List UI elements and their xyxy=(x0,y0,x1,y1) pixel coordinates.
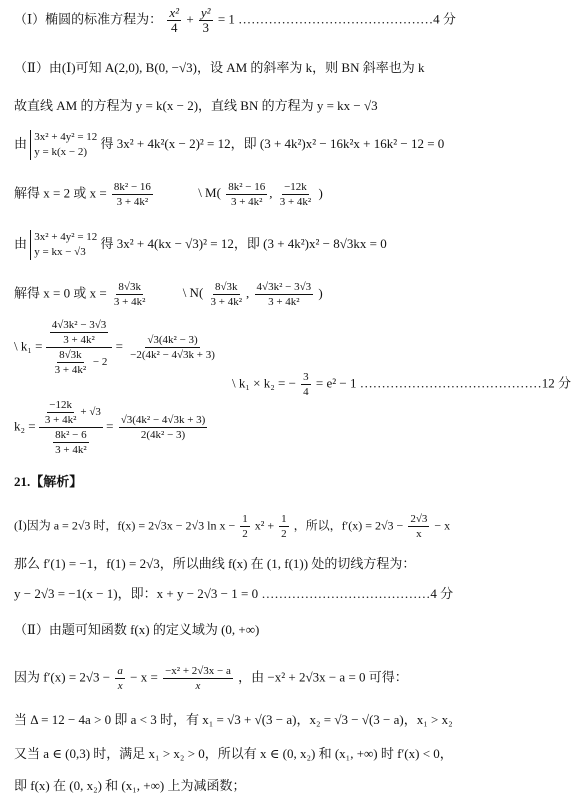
line-domain: （Ⅱ）由题可知函数 f(x) 的定义域为 (0, +∞) xyxy=(14,622,260,637)
text: x² + xyxy=(254,518,275,533)
line-part2-derivative xyxy=(14,664,408,693)
line-solution-N: 解得 x = 0 或 x = $\frac{8√3k}{\text{3 + 4k²}}$ \ N( $\frac{8√3k}{\text{3 + 4k²}}$ , $\frac{\text{4√3k² − 3√3}}{\text{3 + 4k²}}$ ) xyxy=(14,281,323,308)
compound-fraction: $\frac{\text{4√3k² − 3√3}}{\text{3 + 4k²}}$ $\frac{8√3k}{\text{3 + 4k²}}$ − 2 xyxy=(46,318,113,377)
text: = 1 ………………………………………4 分 xyxy=(217,11,456,27)
compound-fraction: $\frac{-12k}{\text{3 + 4k²}}$ + √3 $\frac{\text{8k² − 6}}{\text{3 + 4k²}}$ xyxy=(39,398,103,457)
text: \ k₁ = xyxy=(14,338,43,354)
fraction: $\frac{\text{y²}}{3}$ xyxy=(200,5,211,35)
line-k1k2 xyxy=(232,370,571,399)
fraction: $\frac{8√3k}{\text{3 + 4k²}}$ xyxy=(210,281,243,308)
section-heading-21: 21.【解析】 xyxy=(14,474,83,489)
text: 由 xyxy=(14,235,28,251)
line-solution-M: 解得 x = 2 或 x = $\frac{\text{8k² − 16}}{\text{3 + 4k²}}$ \ M( $\frac{\text{8k² − 16}}{\text{3 + 4k²}}$ , $\frac{-12k}{\text{3 + 4k²}}$ ) xyxy=(14,181,323,208)
text: − x = xyxy=(130,669,158,685)
text: ) xyxy=(318,185,323,201)
fraction: $\frac{\text{−x² + 2√3x − a}}{x}$ xyxy=(165,665,231,692)
line-system2 xyxy=(14,230,387,260)
fraction: $\frac{1}{2}$ xyxy=(242,513,248,540)
fraction: $\frac{\text{8k² − 16}}{\text{3 + 4k²}}$ xyxy=(113,181,151,208)
equals: = xyxy=(115,338,123,354)
text: \ k₁ × k₂ = − xyxy=(232,375,296,391)
text: 得 3x² + 4k²(x − 2)² = 12，即 (3 + 4k²)x² − 16k²x + 16k² − 12 = 0 xyxy=(100,135,445,151)
text: 因为 f′(x) = 2√3 − xyxy=(14,669,111,685)
text: k₂ = xyxy=(14,418,36,434)
equation-system: 3x² + 4y² = 12 y = k(x − 2) xyxy=(30,130,97,160)
fraction: $\frac{-12k}{\text{3 + 4k²}}$ xyxy=(279,181,312,208)
line-discriminant: 当 Δ = 12 − 4a > 0 即 a < 3 时，有 x₁ = √3 + √(3 − a)，x₂ = √3 − √(3 − a)，x₁ > x₂ xyxy=(14,712,453,727)
fraction: $\frac{3}{4}$ xyxy=(303,371,309,398)
fraction: $\frac{\text{√3(4k² − 4√3k + 3)}}{\text{2(4k² − 3)}}$ xyxy=(120,414,206,441)
line-part1-answer xyxy=(14,6,456,35)
text: 得 3x² + 4(kx − √3)² = 12，即 (3 + 4k²)x² − 8√3kx = 0 xyxy=(100,235,387,251)
line-lines: 故直线 AM 的方程为 y = k(x − 2)，直线 BN 的方程为 y = kx − √3 xyxy=(14,98,378,113)
text: = e² − 1 ……………………………………12 分 xyxy=(315,375,571,391)
text: \ N( xyxy=(182,285,204,301)
text: 由 xyxy=(14,135,28,151)
text: ) xyxy=(318,285,323,301)
line-decreasing: 即 f(x) 在 (0, x₂) 和 (x₁, +∞) 上为减函数； xyxy=(14,778,246,793)
fraction: $\frac{a}{x}$ xyxy=(117,665,123,692)
text: （Ⅰ）椭圆的标准方程为： xyxy=(14,11,163,27)
text: \ M( xyxy=(198,185,221,201)
fraction: $\frac{8√3k}{\text{3 + 4k²}}$ xyxy=(113,281,146,308)
text: ，所以，f′(x) = 2√3 − xyxy=(293,518,404,533)
line-tangent-intro: 那么 f′(1) = −1，f(1) = 2√3，所以曲线 f(x) 在 (1, f(1)) 处的切线方程为： xyxy=(14,556,416,571)
line-k1 xyxy=(14,318,219,377)
fraction: $\frac{\text{8k² − 16}}{\text{3 + 4k²}}$ xyxy=(228,181,266,208)
text: ，由 −x² + 2√3x − a = 0 可得： xyxy=(238,669,408,685)
fraction: $\frac{\text{x²}}{4}$ xyxy=(169,5,180,35)
text: 解得 x = 0 或 x = xyxy=(14,285,107,301)
equals: = xyxy=(106,418,114,434)
line-interval: 又当 a ∈ (0,3) 时，满足 x₁ > x₂ > 0，所以有 x ∈ (0, x₂) 和 (x₁, +∞) 时 f′(x) < 0， xyxy=(14,746,453,761)
line-system1 xyxy=(14,130,444,160)
line-part1-derivative xyxy=(14,512,450,541)
text: (Ⅰ)因为 a = 2√3 时，f(x) = 2√3x − 2√3 ln x − xyxy=(14,518,236,533)
fraction: $\frac{1}{2}$ xyxy=(281,513,287,540)
line-k2 xyxy=(14,398,209,457)
text: − x xyxy=(434,518,451,533)
fraction: $\frac{\text{√3(4k² − 3)}}{\text{−2(4k² − 4√3k + 3)}}$ xyxy=(130,334,215,361)
equation-system: 3x² + 4y² = 12 y = kx − √3 xyxy=(30,230,97,260)
fraction: $\frac{2√3}{x}$ xyxy=(410,513,428,540)
text: 解得 x = 2 或 x = xyxy=(14,185,107,201)
line-part2-setup: （Ⅱ）由(Ⅰ)可知 A(2,0), B(0, −√3)，设 AM 的斜率为 k，则 BN 斜率也为 k xyxy=(14,60,425,75)
fraction: $\frac{\text{4√3k² − 3√3}}{\text{3 + 4k²}}$ xyxy=(256,281,312,308)
line-tangent-equation: y − 2√3 = −1(x − 1)，即：x + y − 2√3 − 1 = 0 …………………………………4 分 xyxy=(14,586,454,601)
plus-sign: + xyxy=(186,11,194,27)
